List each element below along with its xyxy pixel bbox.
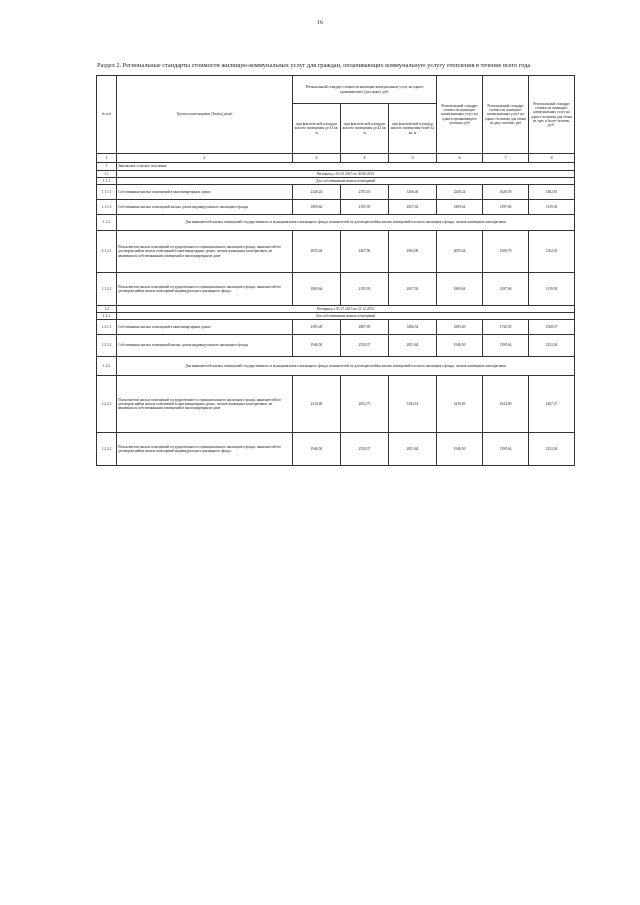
value-cell: 2359,37: [341, 433, 389, 466]
row-label: Пользователи жилых помещений государственного и муниципального жилищного фонда, нанимателей по договорам найма жилых помещений индивидуального жилищного фонда: [117, 433, 293, 466]
value-cell: 1568,37: [529, 320, 575, 335]
row-index: 1.2.2.2: [97, 433, 117, 466]
value-cell: 1252,04: [529, 433, 575, 466]
table-row: [97, 185, 575, 200]
header-row: [97, 76, 575, 104]
row-label: Собственники жилых помещений в многоквартирных домах: [117, 320, 293, 335]
row-index: 1.1.2.1: [97, 231, 117, 273]
value-cell: 1252,04: [529, 335, 575, 357]
value-cell: 1946,50: [293, 335, 341, 357]
value-cell: 1946,50: [293, 433, 341, 466]
table-row: [97, 433, 575, 466]
row-index: 1.1.1.2: [97, 200, 117, 215]
standards-table: [96, 75, 575, 466]
col-number: 5: [389, 154, 437, 163]
value-cell: 2395,49: [293, 320, 341, 335]
col-number: 2: [117, 154, 293, 163]
row-label: Пользователи жилых помещений государственного и муниципального жилищного фонда, нанимателей по договорам найма жилых помещений в многоквартирных домах, членов жилищных кооперативов, не являющихся собственниками помещений в многоквартирном доме: [117, 376, 293, 433]
col-number: 1: [97, 154, 117, 163]
row-label: Для собственников жилых помещений: [117, 313, 575, 320]
row-index: 1.1.1: [97, 178, 117, 185]
page-number: 16: [317, 20, 323, 26]
value-cell: 2055,44: [293, 231, 341, 273]
row-index: 1.2.1: [97, 313, 117, 320]
row-index: 1.1.2.2: [97, 273, 117, 306]
row-index: 1.2.1.2: [97, 335, 117, 357]
value-cell: 2210,69: [437, 376, 483, 433]
value-cell: 2887,95: [341, 320, 389, 335]
table-row: [97, 306, 575, 313]
col-number: 6: [437, 154, 483, 163]
value-cell: 1159,92: [529, 200, 575, 215]
row-label: Для нанимателей жилых помещений государственного и муниципального жилищного фонда, нанимателей по договорам найма жилых помещений частного жилищного фонда, членов жилищных кооперативов: [117, 357, 575, 376]
value-cell: 1399,64: [483, 433, 529, 466]
table-row: [97, 171, 575, 178]
value-cell: 2195,93: [341, 273, 389, 306]
row-label: Собственники жилых помещений в многоквартирных домах: [117, 185, 293, 200]
header-group-top: Региональный стандарт стоимости жилищно-коммунальных услуг на одного проживающего (для ниже), руб.: [293, 76, 437, 104]
table-row: [97, 357, 575, 376]
row-label: Для собственников жилых помещений: [117, 178, 575, 185]
table-row: [97, 200, 575, 215]
row-index: 1.2.1.1: [97, 320, 117, 335]
header-sub2: при фактической площади жилого помещения до 42 кв. м: [341, 104, 389, 154]
value-cell: 2055,44: [437, 231, 483, 273]
value-cell: 1467,57: [529, 376, 575, 433]
table-row: [97, 215, 575, 231]
table-row: [97, 376, 575, 433]
table-row: [97, 335, 575, 357]
value-cell: 2851,84: [389, 335, 437, 357]
col-number: 7: [483, 154, 529, 163]
table-row: [97, 231, 575, 273]
header-col6: Региональный стандарт стоимости жилищно-коммунальных услуг на одного проживающего человека, руб: [437, 76, 483, 154]
value-cell: 2851,84: [389, 433, 437, 466]
value-cell: 2657,02: [389, 273, 437, 306]
row-index: 1: [97, 163, 117, 171]
col-number: 3: [293, 154, 341, 163]
value-cell: 2652,75: [341, 376, 389, 433]
value-cell: 1462,81: [529, 185, 575, 200]
value-cell: 1809,64: [437, 273, 483, 306]
header-sub1: при фактической площади жилого помещения до 33 кв. м: [293, 104, 341, 154]
value-cell: 2210,69: [293, 376, 341, 433]
value-cell: 2467,96: [341, 231, 389, 273]
row-label: Собственники жилых помещений жилых домов индивидуального жилищного фонда: [117, 200, 293, 215]
table-row: [97, 273, 575, 306]
value-cell: 2964,00: [389, 231, 437, 273]
value-cell: 1946,50: [437, 335, 483, 357]
value-cell: 2240,24: [437, 185, 483, 200]
table-row: [97, 320, 575, 335]
row-label: Пользователи жилых помещений государственного и муниципального жилищного фонда, нанимателей по договорам найма жилых помещений индивидуального жилищного фонда: [117, 273, 293, 306]
header-col7: Региональный стандарт стоимости жилищно-коммунальных услуг на одного человека для семьи из двух человек, руб: [483, 76, 529, 154]
row-index: 1.2: [97, 306, 117, 313]
row-label: На период с 01.01.2015 по 30.06.2015: [117, 171, 575, 178]
row-index: 1.1: [97, 171, 117, 178]
value-cell: 2703,16: [341, 185, 389, 200]
value-cell: 2657,02: [389, 200, 437, 215]
value-cell: 1297,96: [483, 273, 529, 306]
value-cell: 1742,50: [483, 320, 529, 335]
header-no: № п/п: [97, 76, 117, 154]
header-sub3: при фактической площади жилого помещения более 42 кв. м: [389, 104, 437, 154]
col-number: 4: [341, 154, 389, 163]
col-number: 8: [529, 154, 575, 163]
header-group: Группа плательщиков (Тип(ы) дома): [117, 76, 293, 154]
value-cell: 3486,54: [389, 320, 437, 335]
value-cell: 1624,90: [483, 376, 529, 433]
value-cell: 1946,50: [437, 433, 483, 466]
value-cell: 1362,01: [529, 231, 575, 273]
row-label: Для нанимателей жилых помещений государственного и муниципального жилищного фонда, нанимателей по договорам найма жилых помещений частного жилищного фонда, членов жилищных кооперативов: [117, 215, 575, 231]
value-cell: 1297,96: [483, 200, 529, 215]
table-row: [97, 163, 575, 171]
value-cell: 2195,93: [341, 200, 389, 215]
value-cell: 1159,92: [529, 273, 575, 306]
row-label: Заволжское сельское поселение: [117, 163, 575, 171]
row-label: Пользователи жилых помещений государственного и муниципального жилищного фонда, нанимателей по договорам найма жилых помещений в многоквартирных домах, членов жилищных кооперативов, не являющихся собственниками помещений в многоквартирном доме: [117, 231, 293, 273]
value-cell: 2240,24: [293, 185, 341, 200]
table-row: [97, 178, 575, 185]
section-title: Раздел 2. Региональные стандарты стоимости жилищно-коммунальных услуг для граждан, оплачивающих коммунальную услугу отопления в течение всего года: [97, 62, 531, 69]
row-label: На период с 01.07.2015 по 31.12.2015: [117, 306, 575, 313]
value-cell: 3184,14: [389, 376, 437, 433]
table-row: [97, 313, 575, 320]
value-cell: 2395,49: [437, 320, 483, 335]
value-cell: 3266,40: [389, 185, 437, 200]
value-cell: 1399,64: [483, 335, 529, 357]
column-numbers-row: [97, 154, 575, 163]
row-index: 1.2.2.1: [97, 376, 117, 433]
row-label: Собственники жилых помещений жилых домов индивидуального жилищного фонда: [117, 335, 293, 357]
value-cell: 1508,79: [483, 231, 529, 273]
value-cell: 1809,64: [293, 200, 341, 215]
value-cell: 2359,37: [341, 335, 389, 357]
header-col8: Региональный стандарт стоимости жилищно-коммунальных услуг на одного человека для семьи из трех и более человек, руб.: [529, 76, 575, 154]
value-cell: 1809,64: [293, 273, 341, 306]
row-index: 1.1.2: [97, 215, 117, 231]
value-cell: 1809,64: [437, 200, 483, 215]
row-index: 1.1.1.1: [97, 185, 117, 200]
value-cell: 1626,39: [483, 185, 529, 200]
row-index: 1.2.2: [97, 357, 117, 376]
